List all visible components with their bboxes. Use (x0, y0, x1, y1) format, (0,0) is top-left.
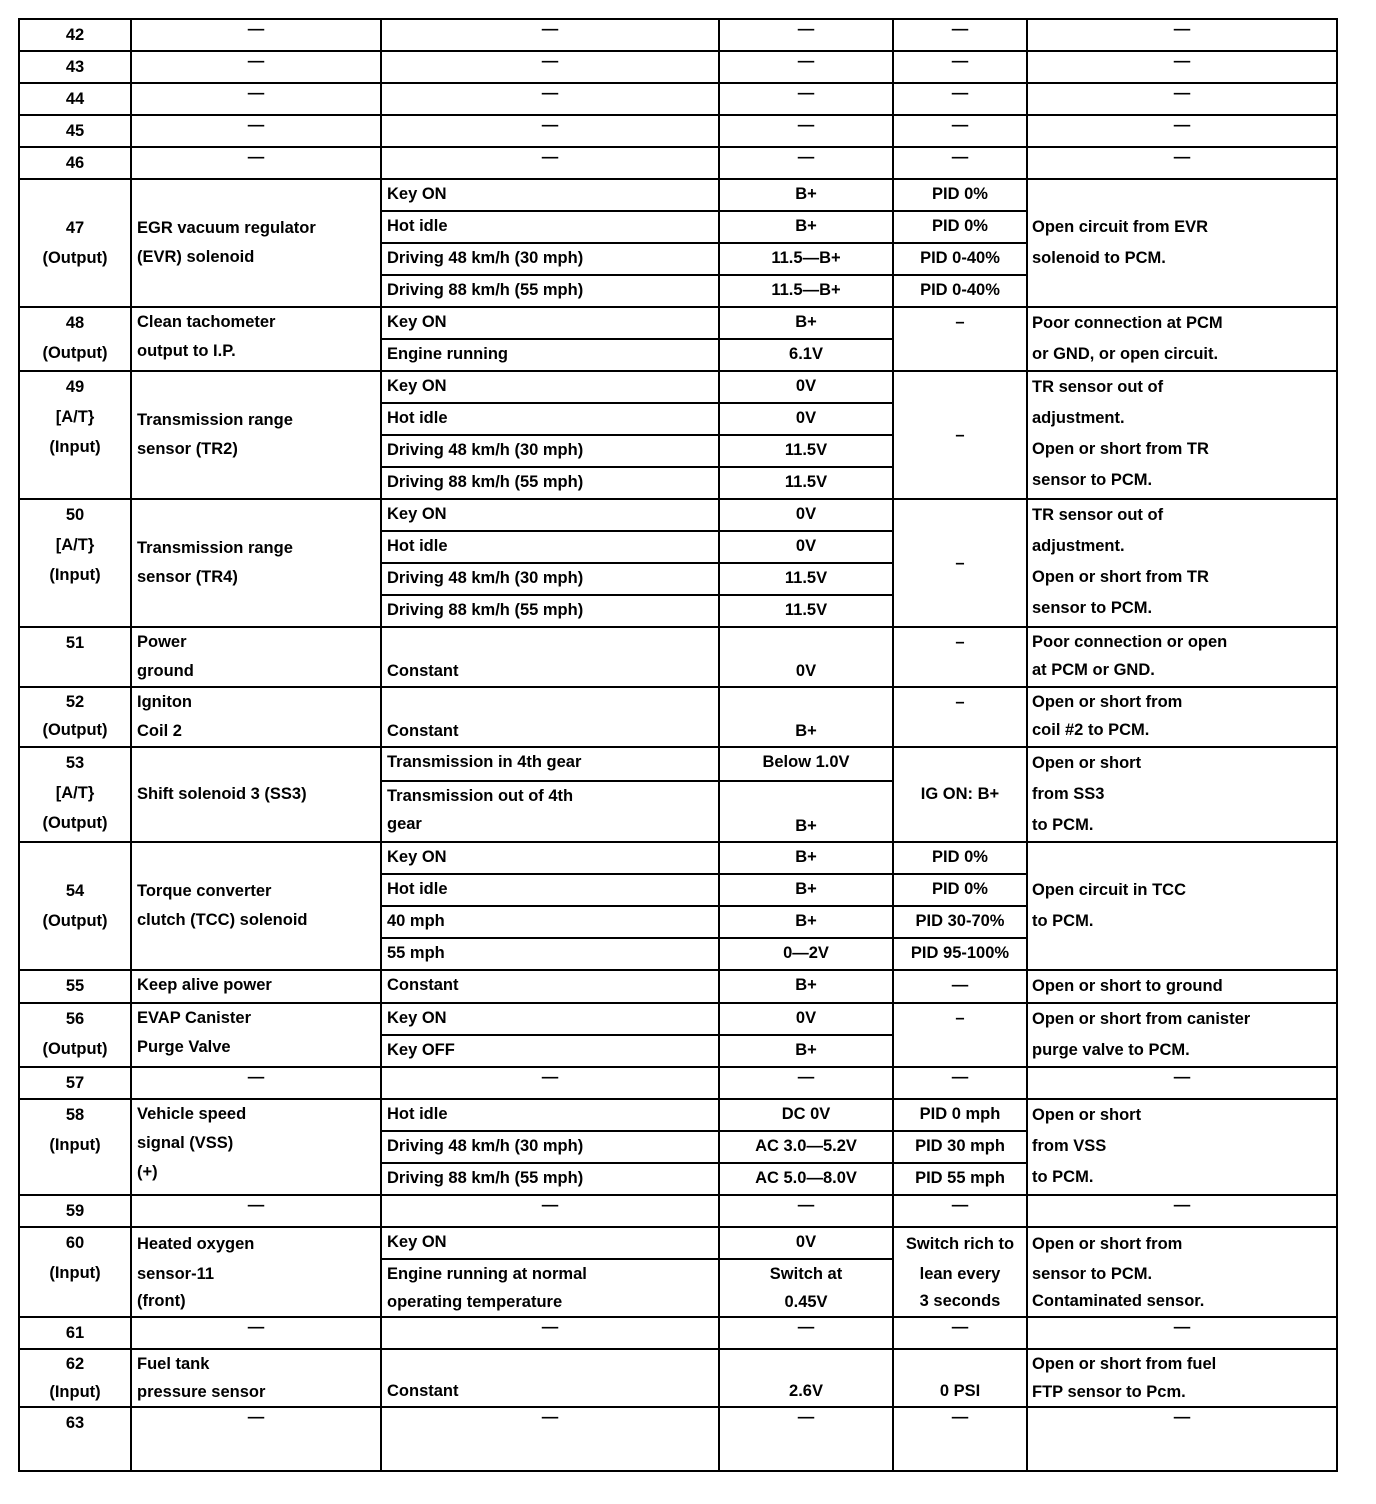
condition-cell: Hot idle (381, 1099, 719, 1131)
dash-cell: — (381, 1407, 719, 1471)
condition-cell: Driving 88 km/h (55 mph) (381, 595, 719, 627)
reference-cell: – (893, 1003, 1027, 1067)
terminal-cell (19, 371, 131, 499)
terminal-direction: (Input) (49, 1383, 101, 1401)
circuit-name (131, 687, 381, 747)
voltage-cell: Switch at 0.45V (719, 1259, 893, 1317)
circuit-name-line: EGR vacuum regulator (137, 219, 316, 237)
terminal-number: 45 (19, 115, 131, 147)
dash-cell: — (719, 83, 893, 115)
condition-cell: Hot idle (381, 211, 719, 243)
condition-cell: Driving 48 km/h (30 mph) (381, 563, 719, 595)
terminal-voltage-table (18, 18, 1338, 1472)
circuit-name-line: signal (VSS) (137, 1134, 234, 1152)
table-row (19, 1407, 1337, 1471)
circuit-name-line: Clean tachometer (137, 313, 276, 331)
terminal-direction: (Input) (49, 1264, 101, 1282)
reference-line: Switch rich to (905, 1235, 1015, 1253)
voltage-cell: 0V (719, 403, 893, 435)
table-row (19, 687, 1337, 747)
circuit-name-line: pressure sensor (137, 1383, 266, 1401)
dash-cell: — (719, 147, 893, 179)
circuit-name-line: (EVR) solenoid (137, 248, 255, 266)
voltage-cell: Below 1.0V (719, 747, 893, 781)
cause-line: FTP sensor to Pcm. (1032, 1383, 1186, 1401)
terminal-number: 53 (65, 754, 85, 772)
condition-cell: Transmission out of 4th gear (381, 781, 719, 842)
possible-cause (1027, 1349, 1337, 1407)
terminal-cell (19, 499, 131, 627)
reference-cell: – (893, 687, 1027, 747)
condition-cell: Driving 48 km/h (30 mph) (381, 1131, 719, 1163)
circuit-name-line: Transmission range (137, 539, 293, 557)
dash-cell: — (893, 1067, 1027, 1099)
terminal-cell (19, 307, 131, 371)
voltage-cell: 0—2V (719, 938, 893, 970)
condition-cell: 40 mph (381, 906, 719, 938)
condition-cell: Constant (381, 1349, 719, 1407)
terminal-number: 42 (19, 19, 131, 51)
reference-cell: PID 0-40% (893, 275, 1027, 307)
circuit-name (131, 627, 381, 687)
circuit-name-line: Keep alive power (137, 976, 272, 994)
dash-cell: — (719, 115, 893, 147)
dash-cell: — (719, 1067, 893, 1099)
cause-line: Poor connection or open (1032, 633, 1228, 651)
terminal-number: 47 (65, 219, 85, 237)
condition-cell: Hot idle (381, 874, 719, 906)
cause-line: Open or short (1032, 1106, 1142, 1124)
circuit-name (131, 1099, 381, 1195)
terminal-number: 54 (65, 882, 85, 900)
condition-cell: Constant (381, 687, 719, 747)
reference-cell: PID 30-70% (893, 906, 1027, 938)
reference-cell: PID 0% (893, 179, 1027, 211)
condition-cell: Key OFF (381, 1035, 719, 1067)
terminal-cell (19, 627, 131, 687)
circuit-name (131, 970, 381, 1003)
cause-line: TR sensor out of (1032, 506, 1164, 524)
table-row (19, 1195, 1337, 1227)
dash-cell: — (381, 1195, 719, 1227)
cause-line: at PCM or GND. (1032, 661, 1155, 679)
voltage-cell: 0V (719, 371, 893, 403)
condition-cell: Hot idle (381, 403, 719, 435)
cause-line: solenoid to PCM. (1032, 249, 1166, 267)
dash-cell: — (719, 1195, 893, 1227)
voltage-cell: B+ (719, 970, 893, 1003)
circuit-name-line: output to I.P. (137, 342, 236, 360)
cause-line: sensor to PCM. (1032, 1265, 1153, 1283)
table-row (19, 19, 1337, 51)
terminal-cell (19, 970, 131, 1003)
terminal-number: 46 (19, 147, 131, 179)
cause-line: purge valve to PCM. (1032, 1041, 1190, 1059)
reference-cell: — (893, 970, 1027, 1003)
voltage-cell: AC 5.0—8.0V (719, 1163, 893, 1195)
terminal-number: 57 (19, 1067, 131, 1099)
condition-cell: Driving 48 km/h (30 mph) (381, 435, 719, 467)
dash-cell: — (1027, 147, 1337, 179)
table-row (19, 627, 1337, 687)
possible-cause (1027, 179, 1337, 307)
dash-cell: — (719, 19, 893, 51)
dash-cell: — (131, 51, 381, 83)
voltage-cell: 11.5V (719, 595, 893, 627)
terminal-cell (19, 687, 131, 747)
terminal-cell (19, 842, 131, 970)
cause-line: adjustment. (1032, 537, 1125, 555)
voltage-cell: B+ (719, 179, 893, 211)
dash-cell: — (381, 83, 719, 115)
table-row (19, 147, 1337, 179)
dash-cell: — (1027, 51, 1337, 83)
dash-cell: — (1027, 83, 1337, 115)
terminal-direction: (Output) (42, 912, 108, 930)
transmission-tag: [A/T} (55, 408, 95, 426)
condition-cell: Driving 48 km/h (30 mph) (381, 243, 719, 275)
cause-line: from VSS (1032, 1137, 1107, 1155)
table-row (19, 1317, 1337, 1349)
condition-cell: Engine running (381, 339, 719, 371)
voltage-cell: 11.5V (719, 563, 893, 595)
dash-cell: — (893, 83, 1027, 115)
reference-cell: 0 PSI (893, 1349, 1027, 1407)
cause-line: Contaminated sensor. (1032, 1292, 1205, 1310)
possible-cause (1027, 687, 1337, 747)
dash-cell: — (1027, 19, 1337, 51)
cause-line: to PCM. (1032, 816, 1094, 834)
table-row (19, 51, 1337, 83)
circuit-name (131, 1003, 381, 1067)
terminal-number: 56 (65, 1010, 85, 1028)
terminal-direction: (Output) (42, 344, 108, 362)
condition-cell: Engine running at normal operating temperature (381, 1259, 719, 1317)
dash-cell: — (1027, 1195, 1337, 1227)
voltage-cell: B+ (719, 781, 893, 842)
table-row (19, 1349, 1337, 1407)
reference-cell: – (893, 371, 1027, 499)
table-row (19, 83, 1337, 115)
possible-cause (1027, 1099, 1337, 1195)
terminal-number: 59 (19, 1195, 131, 1227)
possible-cause (1027, 371, 1337, 499)
cause-line: to PCM. (1032, 1168, 1094, 1186)
table-row (19, 499, 1337, 531)
voltage-cell: 11.5—B+ (719, 275, 893, 307)
terminal-direction: (Output) (42, 721, 108, 739)
circuit-name-line: (+) (137, 1163, 158, 1181)
condition-cell: Constant (381, 627, 719, 687)
cause-line: Open circuit from EVR (1032, 218, 1209, 236)
reference-cell: PID 95-100% (893, 938, 1027, 970)
dash-cell: — (381, 1317, 719, 1349)
reference-cell: IG ON: B+ (893, 747, 1027, 842)
dash-cell: — (893, 1407, 1027, 1471)
dash-cell: — (719, 51, 893, 83)
reference-line: 3 seconds (919, 1292, 1001, 1310)
dash-cell: — (893, 147, 1027, 179)
dash-cell: — (893, 1317, 1027, 1349)
dash-cell: — (381, 1067, 719, 1099)
cause-line: Open or short from canister (1032, 1010, 1251, 1028)
circuit-name (131, 1349, 381, 1407)
condition-cell: Hot idle (381, 531, 719, 563)
dash-cell: — (131, 147, 381, 179)
reference-cell: PID 0% (893, 211, 1027, 243)
terminal-direction: (Output) (42, 814, 108, 832)
voltage-cell: 0V (719, 531, 893, 563)
circuit-name-line: Shift solenoid 3 (SS3) (137, 785, 307, 803)
dash-cell: — (893, 1195, 1027, 1227)
dash-cell: — (131, 115, 381, 147)
circuit-name-line: Coil 2 (137, 722, 182, 740)
cause-line: or GND, or open circuit. (1032, 345, 1219, 363)
dash-cell: — (131, 1407, 381, 1471)
terminal-number: 55 (65, 977, 85, 995)
terminal-number: 58 (65, 1106, 85, 1124)
condition-cell: Key ON (381, 1227, 719, 1259)
dash-cell: — (381, 51, 719, 83)
table-row (19, 115, 1337, 147)
condition-cell: Key ON (381, 307, 719, 339)
cause-line: Open or short from fuel (1032, 1355, 1217, 1373)
circuit-name-line: sensor-11 (137, 1265, 215, 1283)
possible-cause (1027, 970, 1337, 1003)
terminal-cell (19, 179, 131, 307)
circuit-name-line: sensor (TR4) (137, 568, 238, 586)
reference-cell: PID 0% (893, 842, 1027, 874)
circuit-name-line: Transmission range (137, 411, 293, 429)
voltage-cell: 0V (719, 1227, 893, 1259)
condition-cell: Driving 88 km/h (55 mph) (381, 275, 719, 307)
reference-cell: PID 30 mph (893, 1131, 1027, 1163)
terminal-number: 51 (65, 634, 85, 652)
possible-cause (1027, 1003, 1337, 1067)
circuit-name-line: Power (137, 633, 187, 651)
dash-cell: — (719, 1317, 893, 1349)
reference-line: lean every (919, 1265, 1001, 1283)
dash-cell: — (1027, 1317, 1337, 1349)
dash-cell: — (893, 115, 1027, 147)
condition-cell: Key ON (381, 499, 719, 531)
voltage-cell: 11.5V (719, 467, 893, 499)
reference-cell: – (893, 627, 1027, 687)
voltage-cell: 0V (719, 627, 893, 687)
condition-cell: Driving 88 km/h (55 mph) (381, 467, 719, 499)
voltage-cell: B+ (719, 874, 893, 906)
circuit-name-line: ground (137, 662, 194, 680)
voltage-cell: DC 0V (719, 1099, 893, 1131)
circuit-name-line: Heated oxygen (137, 1235, 255, 1253)
terminal-direction: (Output) (42, 1040, 108, 1058)
voltage-cell: B+ (719, 1035, 893, 1067)
terminal-cell (19, 1003, 131, 1067)
terminal-number: 62 (65, 1355, 85, 1373)
dash-cell: — (381, 19, 719, 51)
transmission-tag: [A/T} (55, 784, 95, 802)
cause-line: Open circuit in TCC (1032, 881, 1187, 899)
terminal-direction: (Output) (42, 249, 108, 267)
table-row (19, 842, 1337, 874)
dash-cell: — (719, 1407, 893, 1471)
table-row (19, 1003, 1337, 1035)
cause-line: Open or short from (1032, 693, 1183, 711)
dash-cell: — (1027, 1067, 1337, 1099)
condition-cell: Key ON (381, 842, 719, 874)
condition-cell: Constant (381, 970, 719, 1003)
voltage-cell: B+ (719, 906, 893, 938)
condition-cell: Transmission in 4th gear (381, 747, 719, 781)
terminal-number: 60 (65, 1234, 85, 1252)
cause-line: Open or short to ground (1032, 977, 1223, 995)
terminal-cell (19, 747, 131, 842)
table-row (19, 371, 1337, 403)
transmission-tag: [A/T} (55, 536, 95, 554)
dash-cell: — (131, 19, 381, 51)
possible-cause (1027, 499, 1337, 627)
circuit-name (131, 747, 381, 842)
terminal-direction: (Input) (49, 1136, 101, 1154)
dash-cell: — (131, 1317, 381, 1349)
circuit-name-line: Torque converter (137, 882, 272, 900)
terminal-number: 49 (65, 378, 85, 396)
table-row (19, 970, 1337, 1003)
possible-cause (1027, 1227, 1337, 1317)
voltage-cell: 11.5—B+ (719, 243, 893, 275)
voltage-cell: B+ (719, 687, 893, 747)
cause-line: sensor to PCM. (1032, 599, 1153, 617)
dash-cell: — (381, 147, 719, 179)
circuit-name (131, 179, 381, 307)
condition-cell: 55 mph (381, 938, 719, 970)
circuit-name-line: Fuel tank (137, 1355, 210, 1373)
dash-cell: — (1027, 1407, 1337, 1471)
circuit-name (131, 371, 381, 499)
voltage-cell: B+ (719, 307, 893, 339)
condition-cell: Key ON (381, 1003, 719, 1035)
circuit-name-line: EVAP Canister (137, 1009, 252, 1027)
dash-cell: — (381, 115, 719, 147)
dash-cell: — (131, 83, 381, 115)
voltage-cell: 6.1V (719, 339, 893, 371)
possible-cause (1027, 747, 1337, 842)
cause-line: Poor connection at PCM (1032, 314, 1223, 332)
condition-cell: Key ON (381, 179, 719, 211)
circuit-name (131, 1227, 381, 1317)
condition-cell: Driving 88 km/h (55 mph) (381, 1163, 719, 1195)
voltage-cell: 0V (719, 499, 893, 531)
terminal-number: 44 (19, 83, 131, 115)
voltage-cell: 2.6V (719, 1349, 893, 1407)
table-row (19, 1099, 1337, 1131)
circuit-name-line: Vehicle speed (137, 1105, 247, 1123)
terminal-direction: (Input) (49, 438, 101, 456)
cause-line: to PCM. (1032, 912, 1094, 930)
terminal-direction: (Input) (49, 566, 101, 584)
voltage-cell: 0V (719, 1003, 893, 1035)
cause-line: Open or short (1032, 754, 1142, 772)
terminal-number: 61 (19, 1317, 131, 1349)
circuit-name-line: clutch (TCC) solenoid (137, 911, 308, 929)
terminal-number: 63 (19, 1407, 131, 1471)
terminal-cell (19, 1099, 131, 1195)
reference-cell: PID 0-40% (893, 243, 1027, 275)
condition-cell: Key ON (381, 371, 719, 403)
reference-cell: PID 0% (893, 874, 1027, 906)
cause-line: coil #2 to PCM. (1032, 721, 1150, 739)
voltage-cell: B+ (719, 211, 893, 243)
table-row (19, 1227, 1337, 1259)
terminal-number: 48 (65, 314, 85, 332)
reference-cell: PID 0 mph (893, 1099, 1027, 1131)
voltage-cell: 11.5V (719, 435, 893, 467)
circuit-name-line: Purge Valve (137, 1038, 231, 1056)
possible-cause (1027, 842, 1337, 970)
reference-cell: – (893, 307, 1027, 371)
circuit-name (131, 307, 381, 371)
reference-cell (893, 1227, 1027, 1317)
circuit-name-line: sensor (TR2) (137, 440, 238, 458)
table-row (19, 1067, 1337, 1099)
cause-line: sensor to PCM. (1032, 471, 1153, 489)
dash-cell: — (131, 1067, 381, 1099)
table-row (19, 747, 1337, 781)
dash-cell: — (1027, 115, 1337, 147)
reference-cell: – (893, 499, 1027, 627)
terminal-cell (19, 1227, 131, 1317)
circuit-name (131, 499, 381, 627)
dash-cell: — (131, 1195, 381, 1227)
circuit-name (131, 842, 381, 970)
voltage-cell: B+ (719, 842, 893, 874)
table-row (19, 179, 1337, 211)
cause-line: TR sensor out of (1032, 378, 1164, 396)
terminal-number: 43 (19, 51, 131, 83)
circuit-name-line: (front) (137, 1292, 186, 1310)
cause-line: Open or short from (1032, 1235, 1183, 1253)
terminal-number: 50 (65, 506, 85, 524)
dash-cell: — (893, 51, 1027, 83)
cause-line: Open or short from TR (1032, 440, 1209, 458)
terminal-cell (19, 1349, 131, 1407)
reference-cell: PID 55 mph (893, 1163, 1027, 1195)
cause-line: Open or short from TR (1032, 568, 1209, 586)
cause-line: adjustment. (1032, 409, 1125, 427)
possible-cause (1027, 307, 1337, 371)
cause-line: from SS3 (1032, 785, 1105, 803)
dash-cell: — (893, 19, 1027, 51)
terminal-number: 52 (65, 693, 85, 711)
voltage-cell: AC 3.0—5.2V (719, 1131, 893, 1163)
possible-cause (1027, 627, 1337, 687)
table-row (19, 307, 1337, 339)
circuit-name-line: Igniton (137, 693, 192, 711)
